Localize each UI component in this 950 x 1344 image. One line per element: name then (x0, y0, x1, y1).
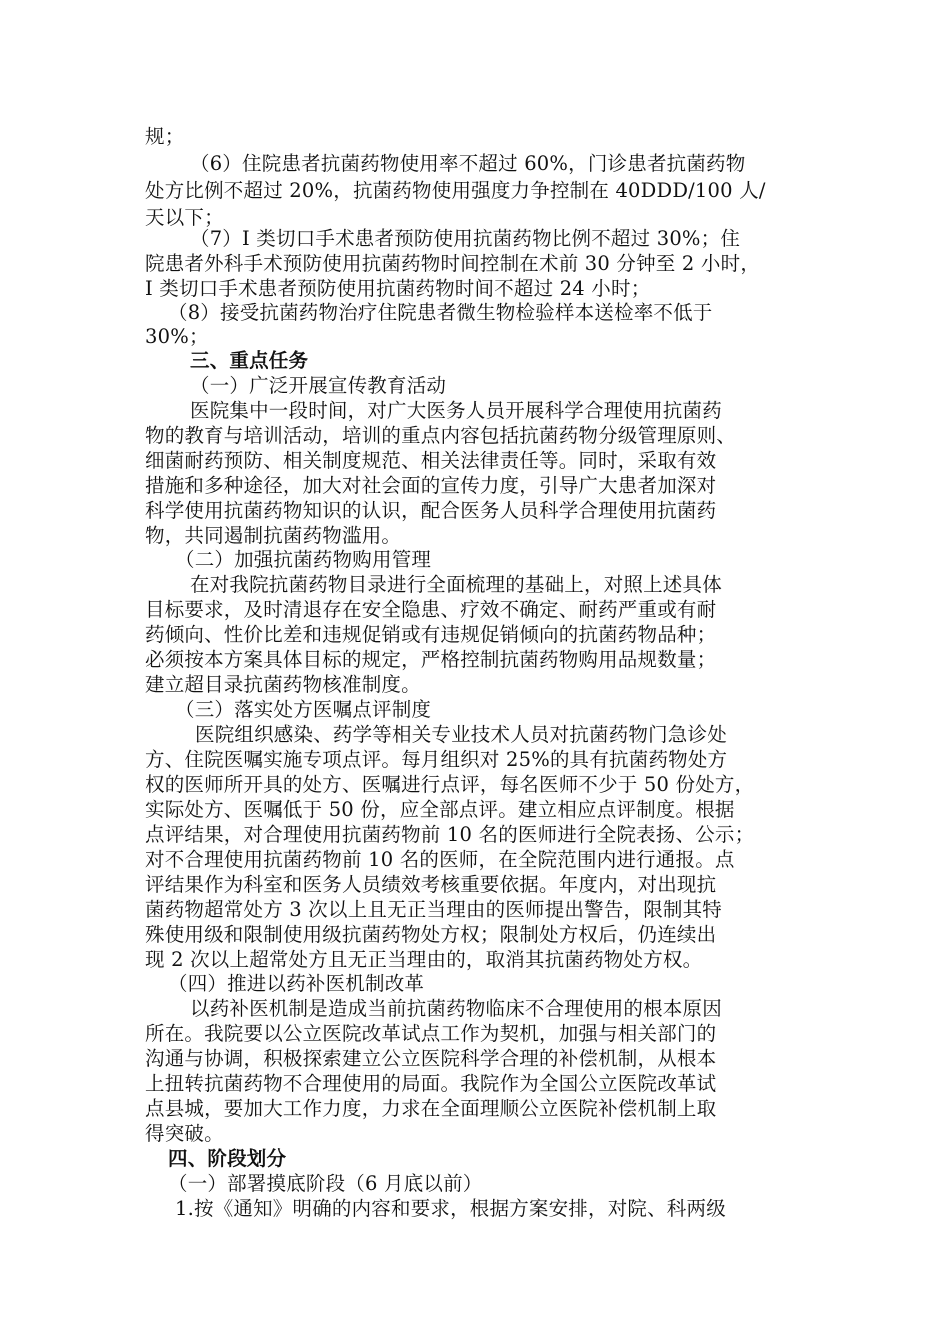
text-line: 以药补医机制是造成当前抗菌药物临床不合理使用的根本原因 (190, 997, 722, 1020)
text-line: 实际处方、医嘱低于 50 份，应全部点评。建立相应点评制度。根据 (145, 798, 735, 821)
subsection-heading: （一）部署摸底阶段（6 月底以前） (168, 1172, 483, 1195)
text-line: 1.按《通知》明确的内容和要求，根据方案安排，对院、科两级 (175, 1197, 726, 1220)
text-line: 得突破。 (145, 1122, 224, 1145)
text-line: （8）接受抗菌药物治疗住院患者微生物检验样本送检率不低于 (168, 301, 713, 324)
section-heading: 四、阶段划分 (168, 1147, 287, 1170)
subsection-heading: （四）推进以药补医机制改革 (168, 972, 425, 995)
text-line: （6）住院患者抗菌药物使用率不超过 60%，门诊患者抗菌药物 (190, 152, 746, 175)
subsection-heading: （二）加强抗菌药物购用管理 (175, 548, 432, 571)
text-line: 所在。我院要以公立医院改革试点工作为契机，加强与相关部门的 (145, 1022, 717, 1045)
text-line: 措施和多种途径，加大对社会面的宣传力度，引导广大患者加深对 (145, 474, 717, 497)
text-line: 院患者外科手术预防使用抗菌药物时间控制在术前 30 分钟至 2 小时， (145, 252, 761, 275)
text-line: 科学使用抗菌药物知识的认识，配合医务人员科学合理使用抗菌药 (145, 499, 717, 522)
text-line: 处方比例不超过 20%，抗菌药物使用强度力争控制在 40DDD/100 人/ (145, 179, 766, 202)
text-line: 细菌耐药预防、相关制度规范、相关法律责任等。同时，采取有效 (145, 449, 717, 472)
text-line: 物的教育与培训活动，培训的重点内容包括抗菌药物分级管理原则、 (145, 424, 737, 447)
text-line: 必须按本方案具体目标的规定，严格控制抗菌药物购用品规数量； (145, 648, 717, 671)
text-line: 方、住院医嘱实施专项点评。每月组织对 25%的具有抗菌药物处方 (145, 748, 728, 771)
text-line: 物，共同遏制抗菌药物滥用。 (145, 524, 402, 547)
text-line: 医院集中一段时间，对广大医务人员开展科学合理使用抗菌药 (190, 399, 722, 422)
text-line: 上扭转抗菌药物不合理使用的局面。我院作为全国公立医院改革试 (145, 1072, 717, 1095)
text-line: 菌药物超常处方 3 次以上且无正当理由的医师提出警告，限制其特 (145, 898, 723, 921)
section-heading: 三、重点任务 (190, 349, 309, 372)
text-line: 点县城，要加大工作力度，力求在全面理顺公立医院补偿机制上取 (145, 1097, 717, 1120)
text-line: 天以下； (145, 206, 224, 229)
text-line: 权的医师所开具的处方、医嘱进行点评，每名医师不少于 50 份处方， (145, 773, 755, 796)
text-line: 在对我院抗菌药物目录进行全面梳理的基础上，对照上述具体 (190, 573, 722, 596)
text-line: 沟通与协调，积极探索建立公立医院科学合理的补偿机制，从根本 (145, 1047, 717, 1070)
text-line: （7）I 类切口手术患者预防使用抗菌药物比例不超过 30%；住 (190, 227, 741, 250)
subsection-heading: （三）落实处方医嘱点评制度 (175, 698, 432, 721)
text-line: 医院组织感染、药学等相关专业技术人员对抗菌药物门急诊处 (195, 723, 727, 746)
text-line: 殊使用级和限制使用级抗菌药物处方权；限制处方权后，仍连续出 (145, 923, 717, 946)
text-line: 对不合理使用抗菌药物前 10 名的医师，在全院范围内进行通报。点 (145, 848, 735, 871)
text-line: 建立超目录抗菌药物核准制度。 (145, 673, 421, 696)
text-line: 评结果作为科室和医务人员绩效考核重要依据。年度内，对出现抗 (145, 873, 717, 896)
text-line: 现 2 次以上超常处方且无正当理由的，取消其抗菌药物处方权。 (145, 948, 703, 971)
text-line: 药倾向、性价比差和违规促销或有违规促销倾向的抗菌药物品种； (145, 623, 717, 646)
text-line: 规； (145, 125, 185, 148)
text-line: 点评结果，对合理使用抗菌药物前 10 名的医师进行全院表扬、公示； (145, 823, 755, 846)
subsection-heading: （一）广泛开展宣传教育活动 (190, 374, 447, 397)
text-line: 30%； (145, 325, 209, 348)
text-line: 目标要求，及时清退存在安全隐患、疗效不确定、耐药严重或有耐 (145, 598, 717, 621)
text-line: I 类切口手术患者预防使用抗菌药物时间不超过 24 小时； (145, 277, 651, 300)
